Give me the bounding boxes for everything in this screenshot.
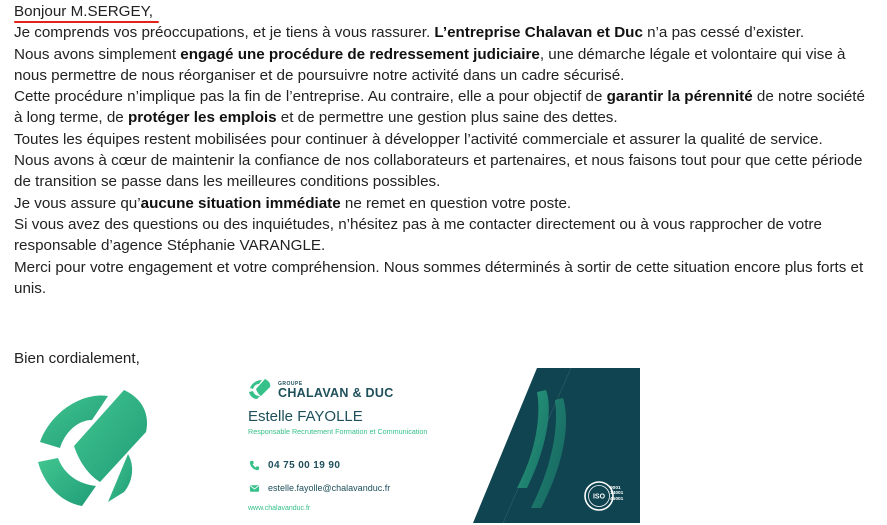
bold-text: protéger les emplois xyxy=(127,109,277,127)
text-run: Cette procédure n’implique pas la fin de l’entreprise. Au contraire, elle a pour objectif de xyxy=(14,88,607,106)
bold-text: engagé une procédure de redressement judiciaire xyxy=(180,45,540,63)
paragraph-1 xyxy=(14,22,874,43)
bold-text: L’entreprise Chalavan et Duc xyxy=(434,24,643,42)
text-run: ne remet en question votre poste. xyxy=(340,194,572,212)
signature-role: Responsable Recrutement Formation et Communication xyxy=(248,427,428,436)
closing-text: Bien cordialement, xyxy=(14,350,140,367)
signature-phone[interactable]: 04 75 00 19 90 xyxy=(268,460,341,471)
iso-code: 14001 xyxy=(610,491,624,497)
envelope-icon xyxy=(249,483,260,494)
greeting xyxy=(14,1,153,22)
chalavan-duc-logo-icon xyxy=(30,384,155,509)
iso-codes xyxy=(610,486,623,502)
text-run: Toutes les équipes restent mobilisées pour continuer à développer l’activité commerciale et assurer la qualité de service. xyxy=(14,130,823,148)
iso-code: 9001 xyxy=(610,486,621,491)
iso-code: 45001 xyxy=(610,496,624,502)
paragraph-4 xyxy=(14,129,874,150)
signature-name: Estelle FAYOLLE xyxy=(248,408,363,425)
paragraph-7 xyxy=(14,214,874,257)
signature-website[interactable]: www.chalavanduc.fr xyxy=(248,505,311,512)
groupe-label: GROUPE xyxy=(278,381,303,387)
paragraph-6 xyxy=(14,193,874,214)
iso-label: ISO xyxy=(592,493,606,501)
email-body xyxy=(14,1,874,299)
greeting-text: Bonjour M.SERGEY, xyxy=(14,3,153,20)
text-run: Je vous assure qu’ xyxy=(14,194,141,212)
paragraph-5 xyxy=(14,150,874,193)
paragraph-3 xyxy=(14,86,874,129)
phone-icon xyxy=(249,460,260,471)
text-run: Je comprends vos préoccupations, et je tiens à vous rassurer. xyxy=(14,24,435,42)
text-run: Merci pour votre engagement et votre compréhension. Nous sommes déterminés à sortir de cette situation encore plus forts et unis. xyxy=(14,258,864,297)
paragraph-2 xyxy=(14,44,874,87)
spellcheck-underline xyxy=(14,21,159,23)
signature-email[interactable]: estelle.fayolle@chalavanduc.fr xyxy=(268,483,391,493)
bold-text: aucune situation immédiate xyxy=(140,194,341,212)
text-run: Nous avons à cœur de maintenir la confiance de nos collaborateurs et partenaires, et nous faisons tout pour que cette période de transition se passe dans les meilleures conditions possibles. xyxy=(14,152,863,191)
text-run: et de permettre une gestion plus saine des dettes. xyxy=(276,109,618,127)
chalavan-duc-logo-small-icon xyxy=(248,378,272,400)
brand-name: CHALAVAN & DUC xyxy=(278,386,394,400)
text-run: , une démarche légale et volontaire qui vise à nous permettre de nous réorganiser et de poursuivre notre activité dans un cadre sécurisé. xyxy=(14,45,846,84)
text-run: Nous avons simplement xyxy=(14,45,181,63)
bold-text: garantir la pérennité xyxy=(606,88,753,106)
email-signature-card[interactable] xyxy=(241,368,640,523)
text-run: Si vous avez des questions ou des inquiétudes, n’hésitez pas à me contacter directement ou à vous rapprocher de votre responsable d’agence Stéphanie VARANGLE. xyxy=(14,215,822,255)
text-run: n’a pas cessé d’exister. xyxy=(642,24,805,42)
greeting-line xyxy=(14,1,874,22)
text-run: de notre société à long terme, de xyxy=(14,88,865,127)
paragraph-8 xyxy=(14,257,874,300)
